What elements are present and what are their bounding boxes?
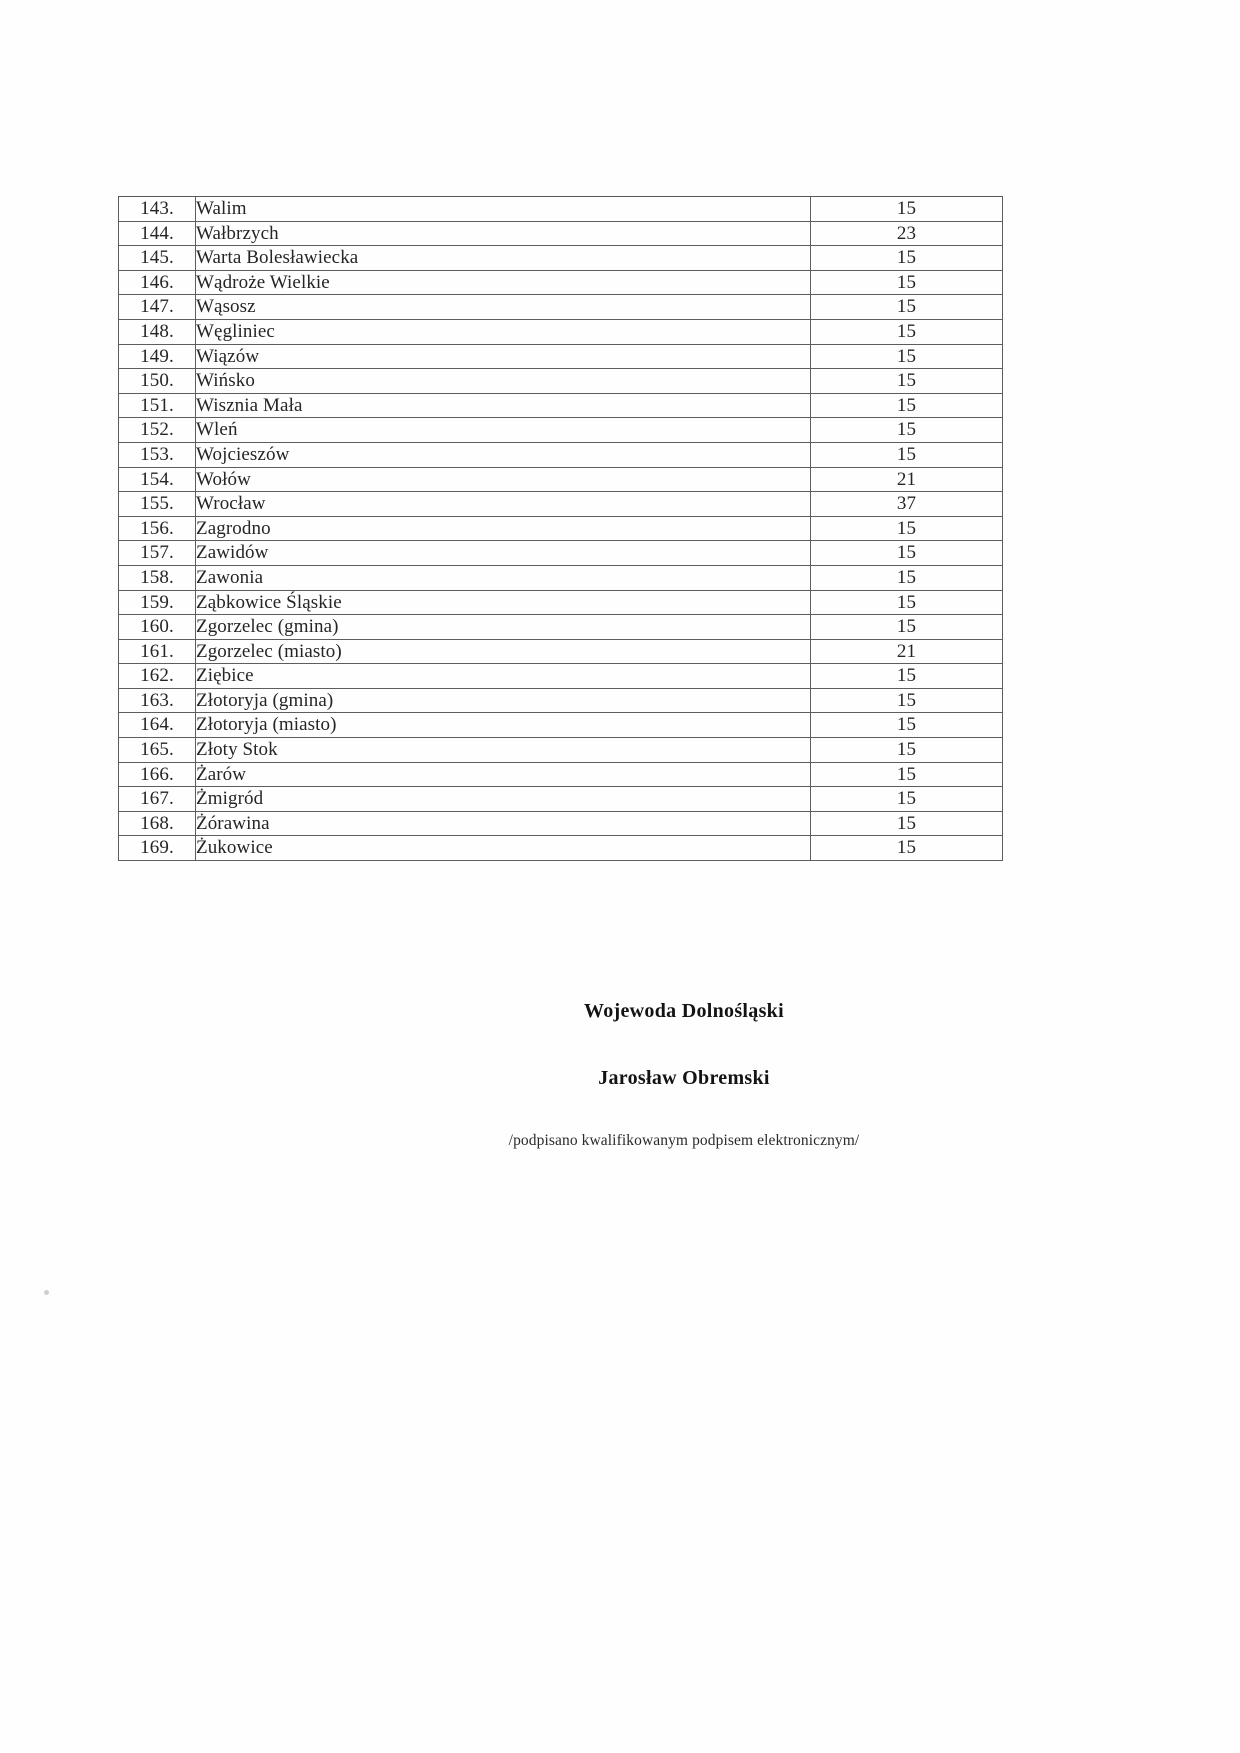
- row-index-cell: 161.: [119, 639, 196, 664]
- table-row: [119, 738, 1003, 763]
- row-index-cell: 145.: [119, 246, 196, 271]
- count-value-cell: 23: [811, 221, 1003, 246]
- row-index-cell: 158.: [119, 565, 196, 590]
- table-row: [119, 492, 1003, 517]
- table-row: [119, 836, 1003, 861]
- municipality-name-cell: Walim: [196, 197, 811, 222]
- municipality-name-cell: Warta Bolesławiecka: [196, 246, 811, 271]
- table-row: [119, 590, 1003, 615]
- table-row: [119, 197, 1003, 222]
- count-value-cell: 15: [811, 664, 1003, 689]
- row-index-cell: 166.: [119, 762, 196, 787]
- count-value-cell: 15: [811, 516, 1003, 541]
- row-index-cell: 169.: [119, 836, 196, 861]
- table-row: [119, 713, 1003, 738]
- row-index-cell: 164.: [119, 713, 196, 738]
- table-row: [119, 246, 1003, 271]
- municipality-name-cell: Zagrodno: [196, 516, 811, 541]
- table-row: [119, 688, 1003, 713]
- count-value-cell: 15: [811, 811, 1003, 836]
- municipality-name-cell: Zgorzelec (gmina): [196, 615, 811, 640]
- count-value-cell: 15: [811, 836, 1003, 861]
- table-row: [119, 393, 1003, 418]
- count-value-cell: 15: [811, 615, 1003, 640]
- municipality-name-cell: Złoty Stok: [196, 738, 811, 763]
- table-row: [119, 221, 1003, 246]
- municipality-name-cell: Wąsosz: [196, 295, 811, 320]
- table-row: [119, 516, 1003, 541]
- count-value-cell: 15: [811, 393, 1003, 418]
- municipality-name-cell: Żarów: [196, 762, 811, 787]
- row-index-cell: 167.: [119, 787, 196, 812]
- table-row: [119, 541, 1003, 566]
- count-value-cell: 15: [811, 344, 1003, 369]
- row-index-cell: 147.: [119, 295, 196, 320]
- count-value-cell: 15: [811, 738, 1003, 763]
- count-value-cell: 15: [811, 246, 1003, 271]
- municipality-name-cell: Żórawina: [196, 811, 811, 836]
- row-index-cell: 154.: [119, 467, 196, 492]
- table-row: [119, 319, 1003, 344]
- count-value-cell: 15: [811, 369, 1003, 394]
- row-index-cell: 144.: [119, 221, 196, 246]
- row-index-cell: 150.: [119, 369, 196, 394]
- count-value-cell: 15: [811, 688, 1003, 713]
- count-value-cell: 15: [811, 713, 1003, 738]
- count-value-cell: 15: [811, 418, 1003, 443]
- municipality-name-cell: Wleń: [196, 418, 811, 443]
- municipality-name-cell: Złotoryja (gmina): [196, 688, 811, 713]
- row-index-cell: 162.: [119, 664, 196, 689]
- table-row: [119, 639, 1003, 664]
- table-row: [119, 762, 1003, 787]
- count-value-cell: 15: [811, 541, 1003, 566]
- gminy-table: [118, 196, 1003, 861]
- municipality-name-cell: Wisznia Mała: [196, 393, 811, 418]
- table-row: [119, 418, 1003, 443]
- municipality-name-cell: Zgorzelec (miasto): [196, 639, 811, 664]
- municipality-name-cell: Żmigród: [196, 787, 811, 812]
- row-index-cell: 152.: [119, 418, 196, 443]
- row-index-cell: 165.: [119, 738, 196, 763]
- table-row: [119, 344, 1003, 369]
- signature-name: Jarosław Obremski: [598, 1067, 770, 1089]
- table-row: [119, 369, 1003, 394]
- count-value-cell: 15: [811, 295, 1003, 320]
- row-index-cell: 163.: [119, 688, 196, 713]
- count-value-cell: 15: [811, 197, 1003, 222]
- municipality-name-cell: Wrocław: [196, 492, 811, 517]
- table-row: [119, 615, 1003, 640]
- municipality-name-cell: Wądroże Wielkie: [196, 270, 811, 295]
- count-value-cell: 37: [811, 492, 1003, 517]
- table-row: [119, 442, 1003, 467]
- municipality-name-cell: Węgliniec: [196, 319, 811, 344]
- municipality-name-cell: Złotoryja (miasto): [196, 713, 811, 738]
- gminy-table-container: [118, 196, 1002, 861]
- row-index-cell: 149.: [119, 344, 196, 369]
- count-value-cell: 15: [811, 442, 1003, 467]
- table-row: [119, 295, 1003, 320]
- gminy-table-body: [119, 197, 1003, 861]
- electronic-signature-note: /podpisano kwalifikowanym podpisem elektronicznym/: [508, 1132, 860, 1149]
- count-value-cell: 21: [811, 639, 1003, 664]
- count-value-cell: 15: [811, 565, 1003, 590]
- row-index-cell: 168.: [119, 811, 196, 836]
- municipality-name-cell: Wałbrzych: [196, 221, 811, 246]
- row-index-cell: 151.: [119, 393, 196, 418]
- row-index-cell: 148.: [119, 319, 196, 344]
- municipality-name-cell: Ząbkowice Śląskie: [196, 590, 811, 615]
- table-row: [119, 811, 1003, 836]
- table-row: [119, 467, 1003, 492]
- municipality-name-cell: Wiązów: [196, 344, 811, 369]
- count-value-cell: 15: [811, 787, 1003, 812]
- municipality-name-cell: Wińsko: [196, 369, 811, 394]
- row-index-cell: 157.: [119, 541, 196, 566]
- count-value-cell: 21: [811, 467, 1003, 492]
- table-row: [119, 270, 1003, 295]
- count-value-cell: 15: [811, 319, 1003, 344]
- row-index-cell: 159.: [119, 590, 196, 615]
- row-index-cell: 156.: [119, 516, 196, 541]
- row-index-cell: 155.: [119, 492, 196, 517]
- row-index-cell: 143.: [119, 197, 196, 222]
- row-index-cell: 153.: [119, 442, 196, 467]
- table-row: [119, 664, 1003, 689]
- municipality-name-cell: Ziębice: [196, 664, 811, 689]
- scan-artifact-speck: [44, 1290, 49, 1295]
- row-index-cell: 146.: [119, 270, 196, 295]
- count-value-cell: 15: [811, 762, 1003, 787]
- count-value-cell: 15: [811, 590, 1003, 615]
- count-value-cell: 15: [811, 270, 1003, 295]
- signature-title: Wojewoda Dolnośląski: [584, 1000, 784, 1022]
- municipality-name-cell: Wołów: [196, 467, 811, 492]
- row-index-cell: 160.: [119, 615, 196, 640]
- municipality-name-cell: Zawidów: [196, 541, 811, 566]
- table-row: [119, 787, 1003, 812]
- municipality-name-cell: Zawonia: [196, 565, 811, 590]
- municipality-name-cell: Wojcieszów: [196, 442, 811, 467]
- signature-block: [0, 1000, 1240, 1150]
- municipality-name-cell: Żukowice: [196, 836, 811, 861]
- table-row: [119, 565, 1003, 590]
